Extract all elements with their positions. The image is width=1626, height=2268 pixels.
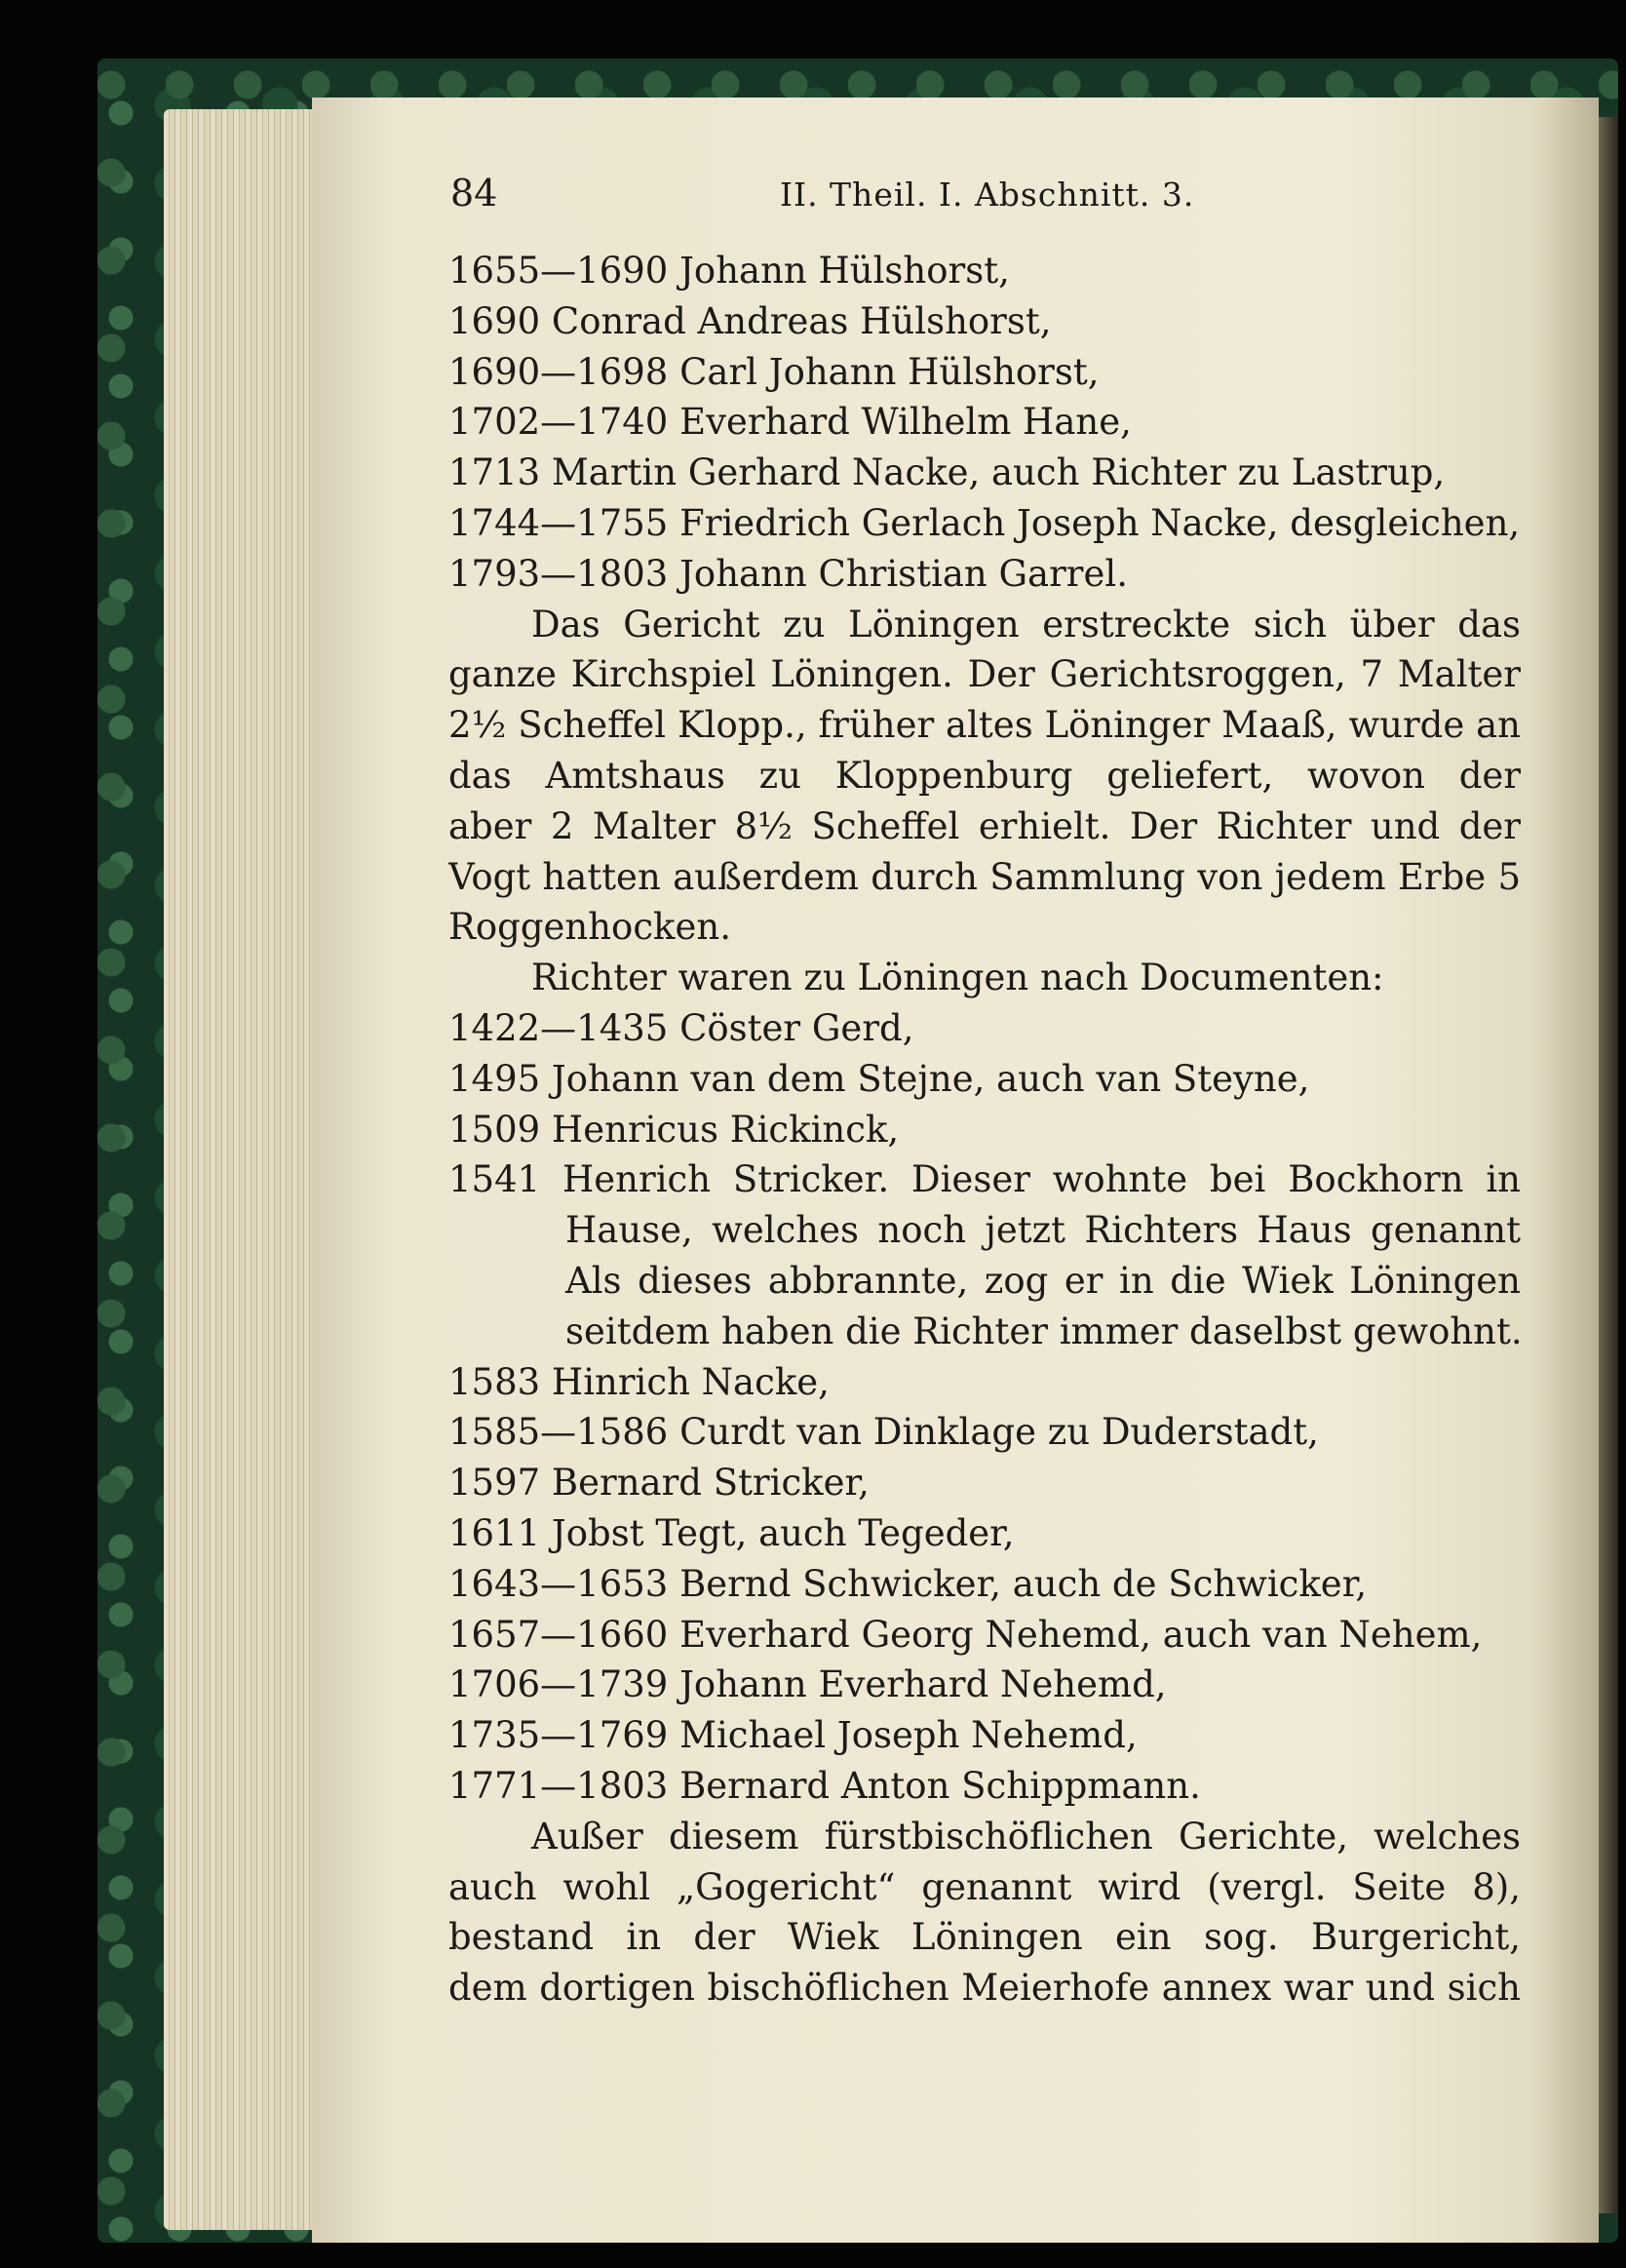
text-line: 1495 Johann van dem Stejne, auch van Steyne, bbox=[448, 1057, 1310, 1100]
text-line: dem dortigen bischöflichen Meierhofe annex war und sich bbox=[448, 1967, 1521, 2010]
text-line: Als dieses abbrannte, zog er in die Wiek Löningen bbox=[565, 1259, 1521, 1302]
text-line: 1793—1803 Johann Christian Garrel. bbox=[448, 552, 1128, 595]
text-line: 1422—1435 Cöster Gerd, bbox=[448, 1006, 914, 1049]
text-line: 1643—1653 Bernd Schwicker, auch de Schwicker, bbox=[448, 1562, 1368, 1605]
text-line: 1690—1698 Carl Johann Hülshorst, bbox=[448, 350, 1100, 393]
page-body bbox=[448, 246, 1521, 2014]
text-line: Roggenhocken. bbox=[448, 906, 731, 949]
page-edges bbox=[164, 109, 320, 2230]
text-line: 1657—1660 Everhard Georg Nehemd, auch van Nehem, bbox=[448, 1613, 1483, 1656]
text-line: Richter waren zu Löningen nach Documenten: bbox=[531, 957, 1384, 999]
text-line: 1690 Conrad Andreas Hülshorst, bbox=[448, 299, 1052, 342]
text-line: 1713 Martin Gerhard Nacke, auch Richter zu Lastrup, bbox=[448, 451, 1446, 494]
text-line: 1702—1740 Everhard Wilhelm Hane, bbox=[448, 401, 1132, 444]
text-line: 1597 Bernard Stricker, bbox=[448, 1462, 870, 1505]
text-line: 1706—1739 Johann Everhard Nehemd, bbox=[448, 1663, 1167, 1706]
text-line: 1744—1755 Friedrich Gerlach Joseph Nacke, desgleichen, bbox=[448, 501, 1521, 544]
text-line: 1585—1586 Curdt van Dinklage zu Duderstadt, bbox=[448, 1411, 1319, 1454]
page-header bbox=[450, 172, 1523, 230]
text-line: 1509 Henricus Rickinck, bbox=[448, 1108, 900, 1151]
text-line: Das Gericht zu Löningen erstreckte sich über das bbox=[531, 603, 1521, 645]
text-line: Hause, welches noch jetzt Richters Haus genannt bbox=[565, 1209, 1521, 1252]
text-line: das Amtshaus zu Kloppenburg geliefert, wovon der bbox=[448, 754, 1521, 797]
text-line: 1611 Jobst Tegt, auch Tegeder, bbox=[448, 1511, 1015, 1554]
text-line: 1735—1769 Michael Joseph Nehemd, bbox=[448, 1714, 1138, 1757]
text-line: seitdem haben die Richter immer daselbst gewohnt. bbox=[565, 1310, 1523, 1352]
text-line: Außer diesem fürstbischöflichen Gerichte, welches bbox=[531, 1815, 1521, 1857]
running-head: II. Theil. I. Abschnitt. 3. bbox=[780, 176, 1195, 214]
text-line: Vogt hatten außerdem durch Sammlung von jedem Erbe 5 bbox=[448, 855, 1521, 898]
text-line: 1583 Hinrich Nacke, bbox=[448, 1360, 830, 1403]
text-line: 1771—1803 Bernard Anton Schippmann. bbox=[448, 1764, 1201, 1807]
book-page bbox=[312, 98, 1599, 2243]
text-line: 1541 Henrich Stricker. Dieser wohnte bei Bockhorn in bbox=[448, 1158, 1521, 1201]
page-number: 84 bbox=[450, 172, 498, 215]
text-line: aber 2 Malter 8½ Scheffel erhielt. Der Richter und der bbox=[448, 804, 1521, 847]
text-line: auch wohl „Gogericht“ genannt wird (vergl. Seite 8), bbox=[448, 1865, 1521, 1908]
text-line: 1655—1690 Johann Hülshorst, bbox=[448, 250, 1010, 292]
text-line: ganze Kirchspiel Löningen. Der Gerichtsroggen, 7 Malter bbox=[448, 653, 1521, 696]
text-line: bestand in der Wiek Löningen ein sog. Burgericht, bbox=[448, 1916, 1521, 1959]
text-line: 2½ Scheffel Klopp., früher altes Löninger Maaß, wurde an bbox=[448, 704, 1521, 747]
